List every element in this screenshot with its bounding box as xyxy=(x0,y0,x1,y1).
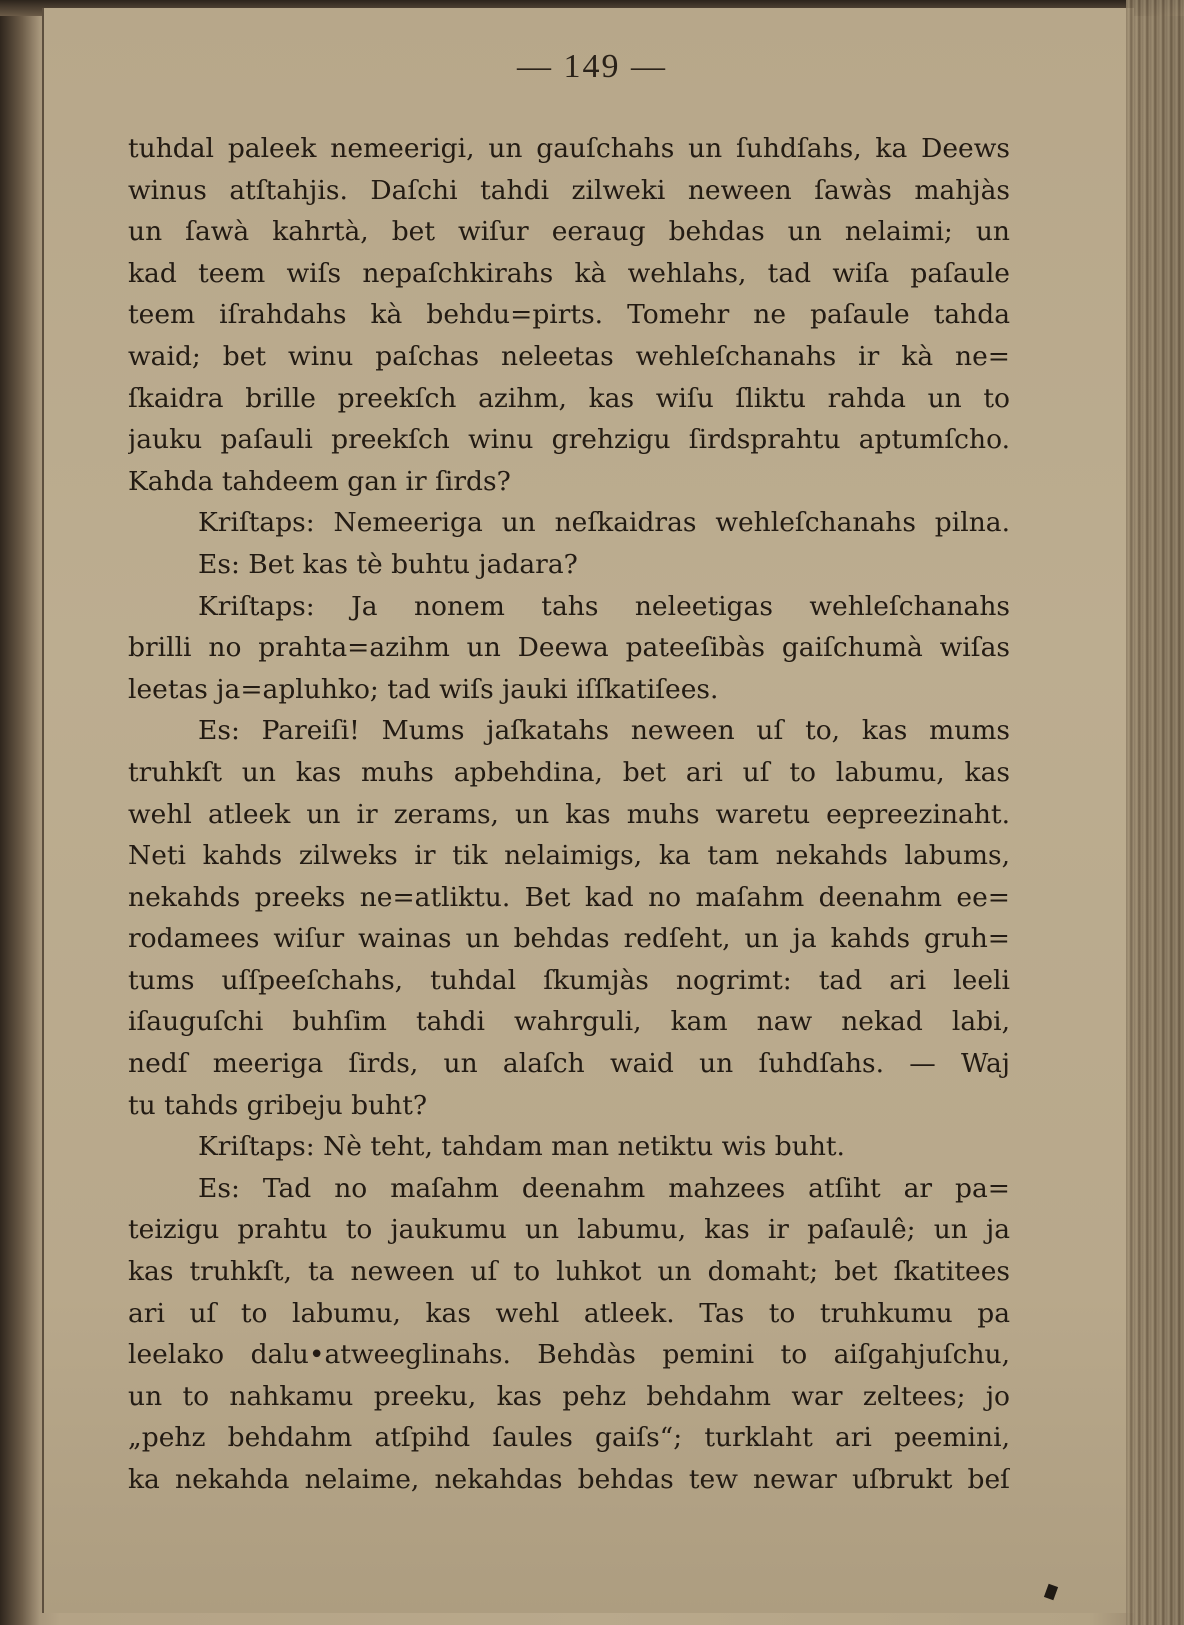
dialogue-line: Kriſtaps: Nemeeriga un neſkaidras wehleſchanahs pilna. xyxy=(198,507,1010,539)
page-stack-edge xyxy=(1126,0,1184,1625)
text-line: un to nahkamu preeku, kas pehz behdahm war zeltees; jo xyxy=(128,1380,1010,1412)
text-line: waid; bet winu paſchas neleetas wehleſchanahs ir kà ne= xyxy=(128,340,1010,372)
dialogue-line: Kriſtaps: Nè teht, tahdam man netiktu wis buht. xyxy=(198,1131,845,1163)
text-line: leelako dalu•atweeglinahs. Behdàs pemini to aiſgahjuſchu, xyxy=(128,1339,1010,1371)
dialogue-line: Kriſtaps: Ja nonem tahs neleetigas wehleſchanahs xyxy=(198,590,1010,622)
text-line: nekahds preeks ne=atliktu. Bet kad no maſahm deenahm ee= xyxy=(128,881,1010,913)
text-line: truhkſt un kas muhs apbehdina, bet ari uſ to labumu, kas xyxy=(128,756,1010,788)
text-line: wehl atleek un ir zerams, un kas muhs waretu eepreezinaht. xyxy=(128,798,1010,830)
text-line: iſauguſchi buhſim tahdi wahrguli, kam naw nekad labi, xyxy=(128,1006,1010,1038)
text-line: teizigu prahtu to jaukumu un labumu, kas ir paſaulê; un ja xyxy=(128,1214,1010,1246)
text-line: Neti kahds zilweks ir tik nelaimigs, ka tam nekahds labums, xyxy=(128,840,1010,872)
text-line: kas truhkſt, ta neween uſ to luhkot un domaht; bet ſkatitees xyxy=(128,1256,1010,1288)
text-line: kad teem wiſs nepaſchkirahs kà wehlahs, tad wiſa paſaule xyxy=(128,257,1010,289)
text-line: Kahda tahdeem gan ir ſirds? xyxy=(128,465,511,497)
body-text xyxy=(128,128,1010,1501)
text-line: tums uſſpeeſchahs, tuhdal ſkumjàs nogrimt: tad ari leeli xyxy=(128,964,1010,996)
text-line: tu tahds gribeju buht? xyxy=(128,1089,428,1121)
text-line: jauku paſauli preekſch winu grehzigu ſirdsprahtu aptumſcho. xyxy=(128,424,1010,456)
dialogue-line: Es: Pareiſi! Mums jaſkatahs neween uſ to, kas mums xyxy=(198,715,1010,747)
text-line: ari uſ to labumu, kas wehl atleek. Tas to truhkumu pa xyxy=(128,1297,1010,1329)
text-line: leetas ja=apluhko; tad wiſs jauki iſſkatiſees. xyxy=(128,673,719,705)
dialogue-line: Es: Bet kas tè buhtu jadara? xyxy=(198,548,578,580)
dialogue-line: Es: Tad no maſahm deenahm mahzees atſiht ar pa= xyxy=(198,1172,1010,1204)
text-line: rodamees wiſur wainas un behdas redſeht, un ja kahds gruh= xyxy=(128,923,1010,955)
text-line: ka nekahda nelaime, nekahdas behdas tew newar uſbrukt beſ xyxy=(128,1464,1010,1495)
text-line: brilli no prahta=azihm un Deewa pateeſibàs gaiſchumà wiſas xyxy=(128,632,1010,664)
text-line: un ſawà kahrtà, bet wiſur eeraug behdas un nelaimi; un xyxy=(128,216,1010,248)
text-line: nedſ meeriga ſirds, un alaſch waid un ſuhdſahs. — Waj xyxy=(128,1048,1010,1080)
text-line: „pehz behdahm atſpihd ſaules gaiſs“; turklaht ari peemini, xyxy=(128,1422,1010,1454)
text-line: teem iſrahdahs kà behdu=pirts. Tomehr ne paſaule tahda xyxy=(128,299,1010,331)
text-line: ſkaidra brille preekſch azihm, kas wiſu ſliktu rahda un to xyxy=(128,382,1010,414)
page-number: — 149 — xyxy=(517,48,667,85)
text-line: winus atſtahjis. Daſchi tahdi zilweki neween ſawàs mahjàs xyxy=(128,174,1010,206)
text-line: tuhdal paleek nemeerigi, un gauſchahs un ſuhdſahs, ka Deews xyxy=(128,133,1010,164)
